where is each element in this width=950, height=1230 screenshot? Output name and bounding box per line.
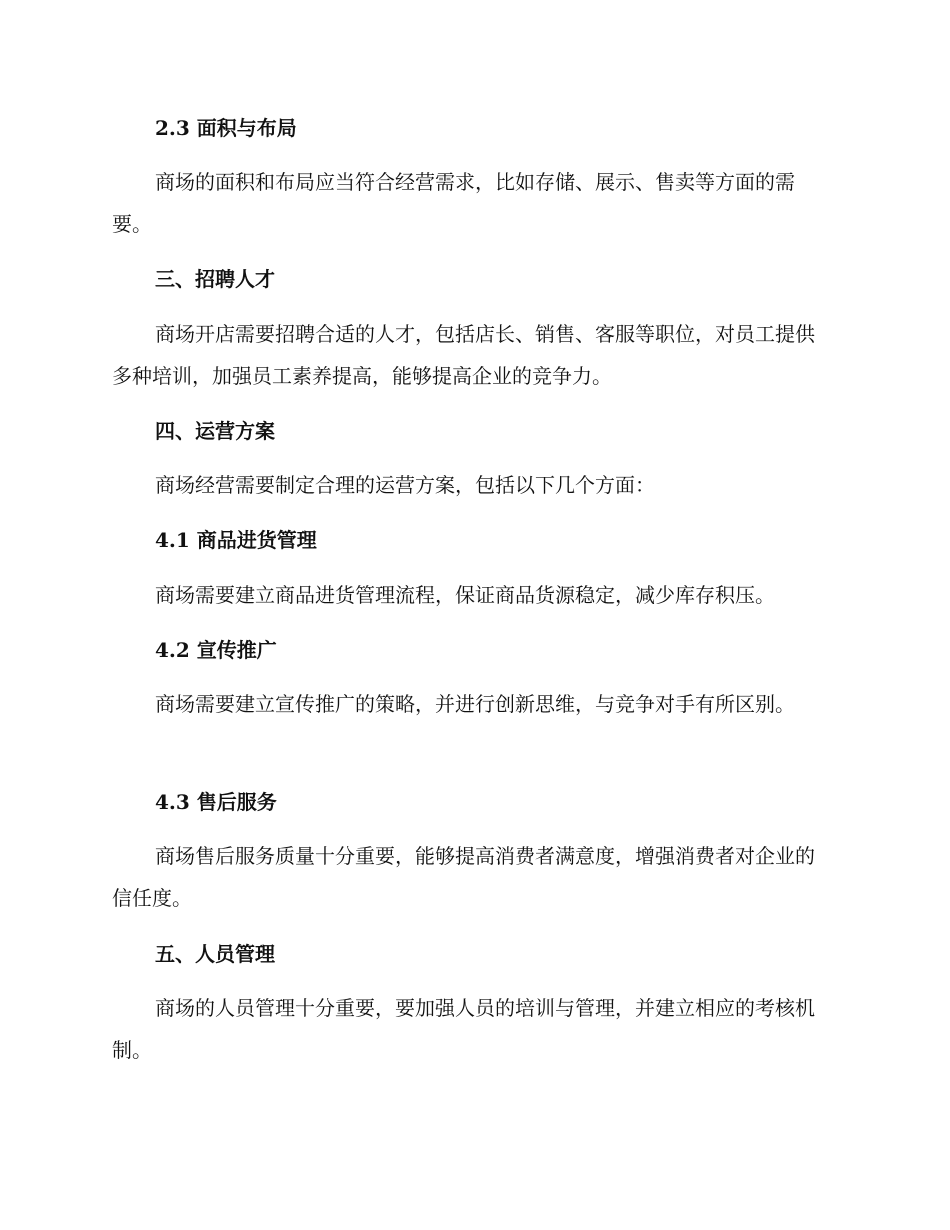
section-paragraph: 商场经营需要制定合理的运营方案，包括以下几个方面： — [155, 473, 655, 497]
section-paragraph: 商场的面积和布局应当符合经营需求，比如存储、展示、售卖等方面的需要。 — [112, 170, 795, 236]
section-paragraph: 商场开店需要招聘合适的人才，包括店长、销售、客服等职位，对员工提供多种培训，加强员工素养提高，能够提高企业的竞争力。 — [112, 322, 815, 388]
section-heading: 三、招聘人才 — [155, 267, 275, 291]
section-paragraph: 商场售后服务质量十分重要，能够提高消费者满意度，增强消费者对企业的信任度。 — [112, 844, 815, 910]
section-heading: 4.3 售后服务 — [155, 790, 277, 814]
section-heading: 四、运营方案 — [155, 419, 275, 443]
section-paragraph: 商场需要建立商品进货管理流程，保证商品货源稳定，减少库存积压。 — [155, 583, 775, 607]
section-paragraph: 商场的人员管理十分重要，要加强人员的培训与管理，并建立相应的考核机制。 — [112, 996, 815, 1062]
section-heading: 4.2 宣传推广 — [155, 638, 277, 662]
section-heading: 4.1 商品进货管理 — [155, 528, 317, 552]
section-heading: 2.3 面积与布局 — [155, 116, 297, 140]
section-paragraph: 商场需要建立宣传推广的策略，并进行创新思维，与竞争对手有所区别。 — [155, 692, 795, 716]
section-heading: 五、人员管理 — [155, 942, 275, 966]
